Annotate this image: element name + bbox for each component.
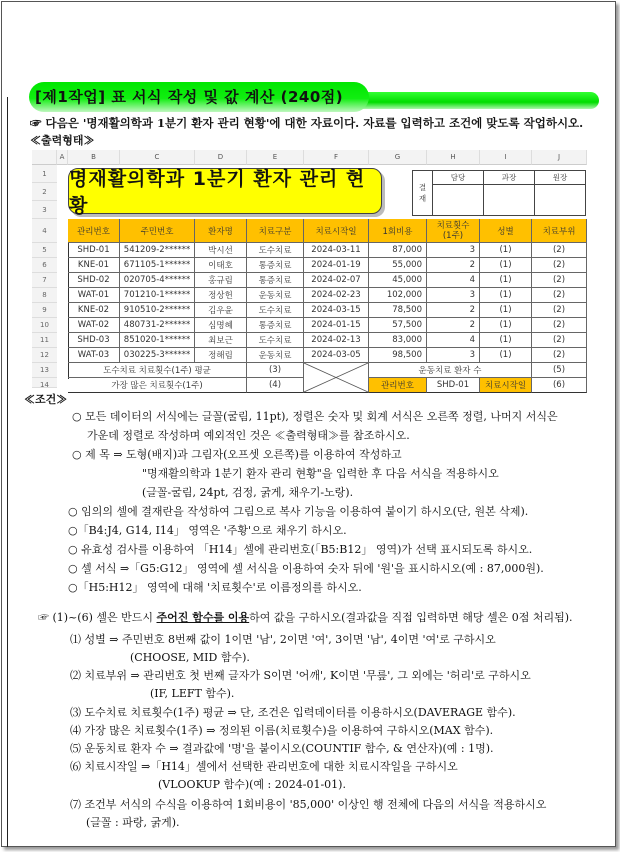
condition-line: ○ 셀 서식 ⇒「G5:G12」 영역에 셀 서식을 이용하여 숫자 뒤에 '원'을 표시하시오(예 : 87,000원). <box>68 562 544 575</box>
header-cell: 환자명 <box>195 219 247 243</box>
condition-line: ○「B4:J4, G14, I14」 영역은 '주황'으로 채우기 하시오. <box>68 524 347 537</box>
approval-side-char: 결 <box>418 183 427 192</box>
table-cell: 2024-03-05 <box>304 348 369 363</box>
table-cell: 2024-03-11 <box>304 243 369 258</box>
col-header-j: J <box>532 150 587 165</box>
table-cell: 김우윤 <box>195 303 247 318</box>
col-header-e: E <box>247 150 304 165</box>
banner-bar <box>329 92 599 109</box>
output-form-label: ≪출력형태≫ <box>30 134 95 147</box>
col-header-f: F <box>304 150 369 165</box>
table-cell: 87,000 <box>369 243 427 258</box>
condition-line: (글꼴-굴림, 24pt, 검정, 굵게, 채우기-노랑). <box>142 486 354 499</box>
table-cell: (2) <box>532 273 587 288</box>
max-label: 가장 많은 치료횟수(1주) <box>68 378 247 393</box>
table-cell: 통증치료 <box>247 273 304 288</box>
functions-intro-emphasis: 주어진 함수를 이용 <box>156 611 250 624</box>
col-header-g: G <box>369 150 427 165</box>
table-cell: 통증치료 <box>247 318 304 333</box>
sheet-title-badge: 명재활의학과 1분기 환자 관리 현황 <box>68 168 382 214</box>
col-header-i: I <box>480 150 532 165</box>
conditions-label: ≪조건≫ <box>24 393 68 406</box>
table-cell: 57,500 <box>369 318 427 333</box>
table-cell: 701210-1****** <box>120 288 195 303</box>
table-cell: 도수치료 <box>247 243 304 258</box>
table-cell: (1) <box>480 333 532 348</box>
row-header: 13 <box>32 363 57 378</box>
lookup-key-select[interactable]: SHD-01 <box>427 378 480 393</box>
table-cell: (2) <box>532 333 587 348</box>
function-line: ⑹ 치료시작일 ⇒「H14」셀에서 선택한 관리번호에 대한 치료시작일을 구하시오 <box>70 760 458 773</box>
function-line: (IF, LEFT 함수). <box>150 687 235 700</box>
document-page <box>1 1 616 847</box>
avg-label: 도수치료 치료횟수(1주) 평균 <box>68 363 247 378</box>
table-cell: 정상헌 <box>195 288 247 303</box>
intro-text: ☞ 다음은 '명재활의학과 1분기 환자 관리 현황'에 대한 자료이다. 자료를 입력하고 조건에 맞도록 작업하시오. <box>30 116 584 130</box>
table-cell: 2024-02-07 <box>304 273 369 288</box>
max-value: (4) <box>247 378 304 393</box>
col-header-d: D <box>195 150 247 165</box>
table-cell: 020705-4****** <box>120 273 195 288</box>
table-cell: 홍규림 <box>195 273 247 288</box>
function-line: ⑷ 가장 많은 치료횟수(1주) ⇒ 정의된 이름(치료횟수)을 이용하여 구하시오(MAX 함수). <box>70 724 494 737</box>
row-header: 1 <box>32 165 57 183</box>
header-cell <box>427 219 480 243</box>
table-cell: SHD-02 <box>68 273 120 288</box>
table-cell: 2024-02-13 <box>304 333 369 348</box>
function-line: ⑸ 운동치료 환자 수 ⇒ 결과값에 '명'을 붙이시오(COUNTIF 함수, & 연산자)(예 : 1명). <box>70 742 494 755</box>
row-header: 2 <box>32 183 57 201</box>
table-cell: 98,500 <box>369 348 427 363</box>
approval-sign-manager <box>484 185 535 215</box>
table-cell: (2) <box>532 303 587 318</box>
table-cell: 3 <box>427 243 480 258</box>
approval-side-char: 재 <box>418 194 427 203</box>
count-label: 운동치료 환자 수 <box>369 363 532 378</box>
header-cell: 주민번호 <box>120 219 195 243</box>
table-cell: 102,000 <box>369 288 427 303</box>
table-cell: 030225-3****** <box>120 348 195 363</box>
row-header: 9 <box>32 303 57 318</box>
condition-line: ○ 유효성 검사를 이용하여 「H14」셀에 관리번호(「B5:B12」 영역)가 선택 표시되도록 하시오. <box>68 543 533 556</box>
header-cell: 1회비용 <box>369 219 427 243</box>
lookup-date-label: 치료시작일 <box>480 378 532 393</box>
header-line: (1주) <box>442 230 464 241</box>
lookup-key-label: 관리번호 <box>369 378 427 393</box>
table-cell: (2) <box>532 288 587 303</box>
header-cell: 성별 <box>480 219 532 243</box>
row-header: 6 <box>32 258 57 273</box>
table-cell: SHD-03 <box>68 333 120 348</box>
table-cell: WAT-03 <box>68 348 120 363</box>
approval-col-staff: 담당 <box>433 171 484 185</box>
table-cell: WAT-02 <box>68 318 120 333</box>
table-cell: 정해림 <box>195 348 247 363</box>
functions-intro <box>38 610 573 626</box>
crossed-cell <box>304 363 369 393</box>
section-banner <box>29 82 599 112</box>
table-cell: 도수치료 <box>247 333 304 348</box>
table-cell: KNE-02 <box>68 303 120 318</box>
header-cell: 치료시작일 <box>304 219 369 243</box>
table-cell: 2024-01-15 <box>304 318 369 333</box>
table-cell: 45,000 <box>369 273 427 288</box>
row-header: 10 <box>32 318 57 333</box>
table-cell: 통증치료 <box>247 258 304 273</box>
condition-line: 가운데 정렬로 작성하며 예외적인 것은 ≪출력형태≫를 참조하시오. <box>87 429 410 442</box>
table-cell: 이태호 <box>195 258 247 273</box>
table-cell: WAT-01 <box>68 288 120 303</box>
table-cell: 2024-01-19 <box>304 258 369 273</box>
approval-col-manager: 과장 <box>484 171 535 185</box>
condition-line: ○ 임의의 셀에 결재란을 작성하여 그림으로 복사 기능을 이용하여 붙이기 하시오(단, 원본 삭제). <box>68 505 529 518</box>
header-cell: 치료부위 <box>532 219 587 243</box>
table-cell: 3 <box>427 348 480 363</box>
row-header: 11 <box>32 333 57 348</box>
table-cell: 4 <box>427 333 480 348</box>
table-cell: 851020-1****** <box>120 333 195 348</box>
corner-cell <box>32 150 57 165</box>
table-cell: 최보근 <box>195 333 247 348</box>
function-line: ⑴ 성별 ⇒ 주민번호 8번째 값이 1이면 '남', 2이면 '여', 3이면 '남', 4이면 '여'로 구하시오 <box>70 633 496 646</box>
table-cell: 55,000 <box>369 258 427 273</box>
table-cell: 541209-2****** <box>120 243 195 258</box>
table-cell: 2024-03-15 <box>304 303 369 318</box>
functions-intro-post: 하여 값을 구하시오(결과값을 직접 입력하면 해당 셀은 0점 처리됨). <box>249 611 573 624</box>
row-header: 3 <box>32 201 57 219</box>
row-header: 7 <box>32 273 57 288</box>
header-cell: 관리번호 <box>68 219 120 243</box>
header-cell: 치료구분 <box>247 219 304 243</box>
avg-value: (3) <box>247 363 304 378</box>
table-cell: 심명혜 <box>195 318 247 333</box>
approval-col-director: 원장 <box>535 171 585 185</box>
col-header-h: H <box>427 150 480 165</box>
section-title: [제1작업] 표 서식 작성 및 값 계산 (240점) <box>35 88 344 106</box>
table-cell: 박시선 <box>195 243 247 258</box>
condition-line: ○ 모든 데이터의 서식에는 글꼴(굴림, 11pt), 정렬은 숫자 및 회계 서식은 오른쪽 정렬, 나머지 서식은 <box>72 410 558 423</box>
function-line: (VLOOKUP 함수)(예 : 2024-01-01). <box>158 778 346 791</box>
table-cell: 480731-2****** <box>120 318 195 333</box>
diagonal-cross-icon <box>304 363 369 393</box>
table-cell: SHD-01 <box>68 243 120 258</box>
table-cell: 2024-02-23 <box>304 288 369 303</box>
table-cell: (1) <box>480 273 532 288</box>
table-cell: 910510-2****** <box>120 303 195 318</box>
table-cell: 4 <box>427 273 480 288</box>
table-cell: (2) <box>532 258 587 273</box>
functions-intro-pre: ☞ (1)~(6) 셀은 반드시 <box>38 611 157 624</box>
table-cell: (2) <box>532 318 587 333</box>
table-cell: (1) <box>480 288 532 303</box>
col-header-b: B <box>68 150 120 165</box>
table-cell: 2 <box>427 258 480 273</box>
table-cell: 671105-1****** <box>120 258 195 273</box>
row-header: 5 <box>32 243 57 258</box>
function-line: ⑵ 치료부위 ⇒ 관리번호 첫 번째 글자가 S이면 '어깨', K이면 '무릎', 그 외에는 '허리'로 구하시오 <box>70 669 531 682</box>
table-cell: (1) <box>480 258 532 273</box>
table-cell: 2 <box>427 303 480 318</box>
function-line: ⑶ 도수치료 치료횟수(1주) 평균 ⇒ 단, 조건은 입력데이터를 이용하시오(DAVERAGE 함수). <box>70 706 516 719</box>
table-cell: (1) <box>480 303 532 318</box>
table-cell: 운동치료 <box>247 288 304 303</box>
table-cell: (2) <box>532 348 587 363</box>
approval-sign-staff <box>433 185 484 215</box>
condition-line: ○「H5:H12」 영역에 대해 '치료횟수'로 이름정의를 하시오. <box>68 581 362 594</box>
condition-line: ○ 제 목 ⇒ 도형(배지)과 그림자(오프셋 오른쪽)를 이용하여 작성하고 <box>72 448 402 461</box>
approval-side-label <box>413 171 433 215</box>
table-cell: (1) <box>480 348 532 363</box>
row-header: 12 <box>32 348 57 363</box>
count-value: (5) <box>532 363 587 378</box>
table-cell: 3 <box>427 288 480 303</box>
function-line: (글꼴 : 파랑, 굵게). <box>86 816 180 829</box>
table-cell: 2 <box>427 318 480 333</box>
table-cell: 운동치료 <box>247 348 304 363</box>
condition-line: "명재활의학과 1분기 환자 관리 현황"을 입력한 후 다음 서식을 적용하시오 <box>142 467 499 480</box>
header-line: 치료횟수 <box>436 220 470 231</box>
row-header: 4 <box>32 219 57 243</box>
table-cell: (1) <box>480 243 532 258</box>
table-cell: 78,500 <box>369 303 427 318</box>
spreadsheet-image <box>32 150 592 391</box>
margin-rule <box>7 97 8 847</box>
row-header: 14 <box>32 378 57 388</box>
function-line: (CHOOSE, MID 함수). <box>130 651 250 664</box>
col-header-c: C <box>120 150 195 165</box>
function-line: ⑺ 조건부 서식의 수식을 이용하여 1회비용이 '85,000' 이상인 행 전체에 다음의 서식을 적용하시오 <box>70 798 547 811</box>
col-header-a: A <box>57 150 68 165</box>
row-header: 8 <box>32 288 57 303</box>
table-cell: (1) <box>480 318 532 333</box>
table-cell: 도수치료 <box>247 303 304 318</box>
approval-box <box>412 170 586 216</box>
table-cell: (2) <box>532 243 587 258</box>
table-cell: 83,000 <box>369 333 427 348</box>
lookup-date-value: (6) <box>532 378 587 393</box>
table-cell: KNE-01 <box>68 258 120 273</box>
